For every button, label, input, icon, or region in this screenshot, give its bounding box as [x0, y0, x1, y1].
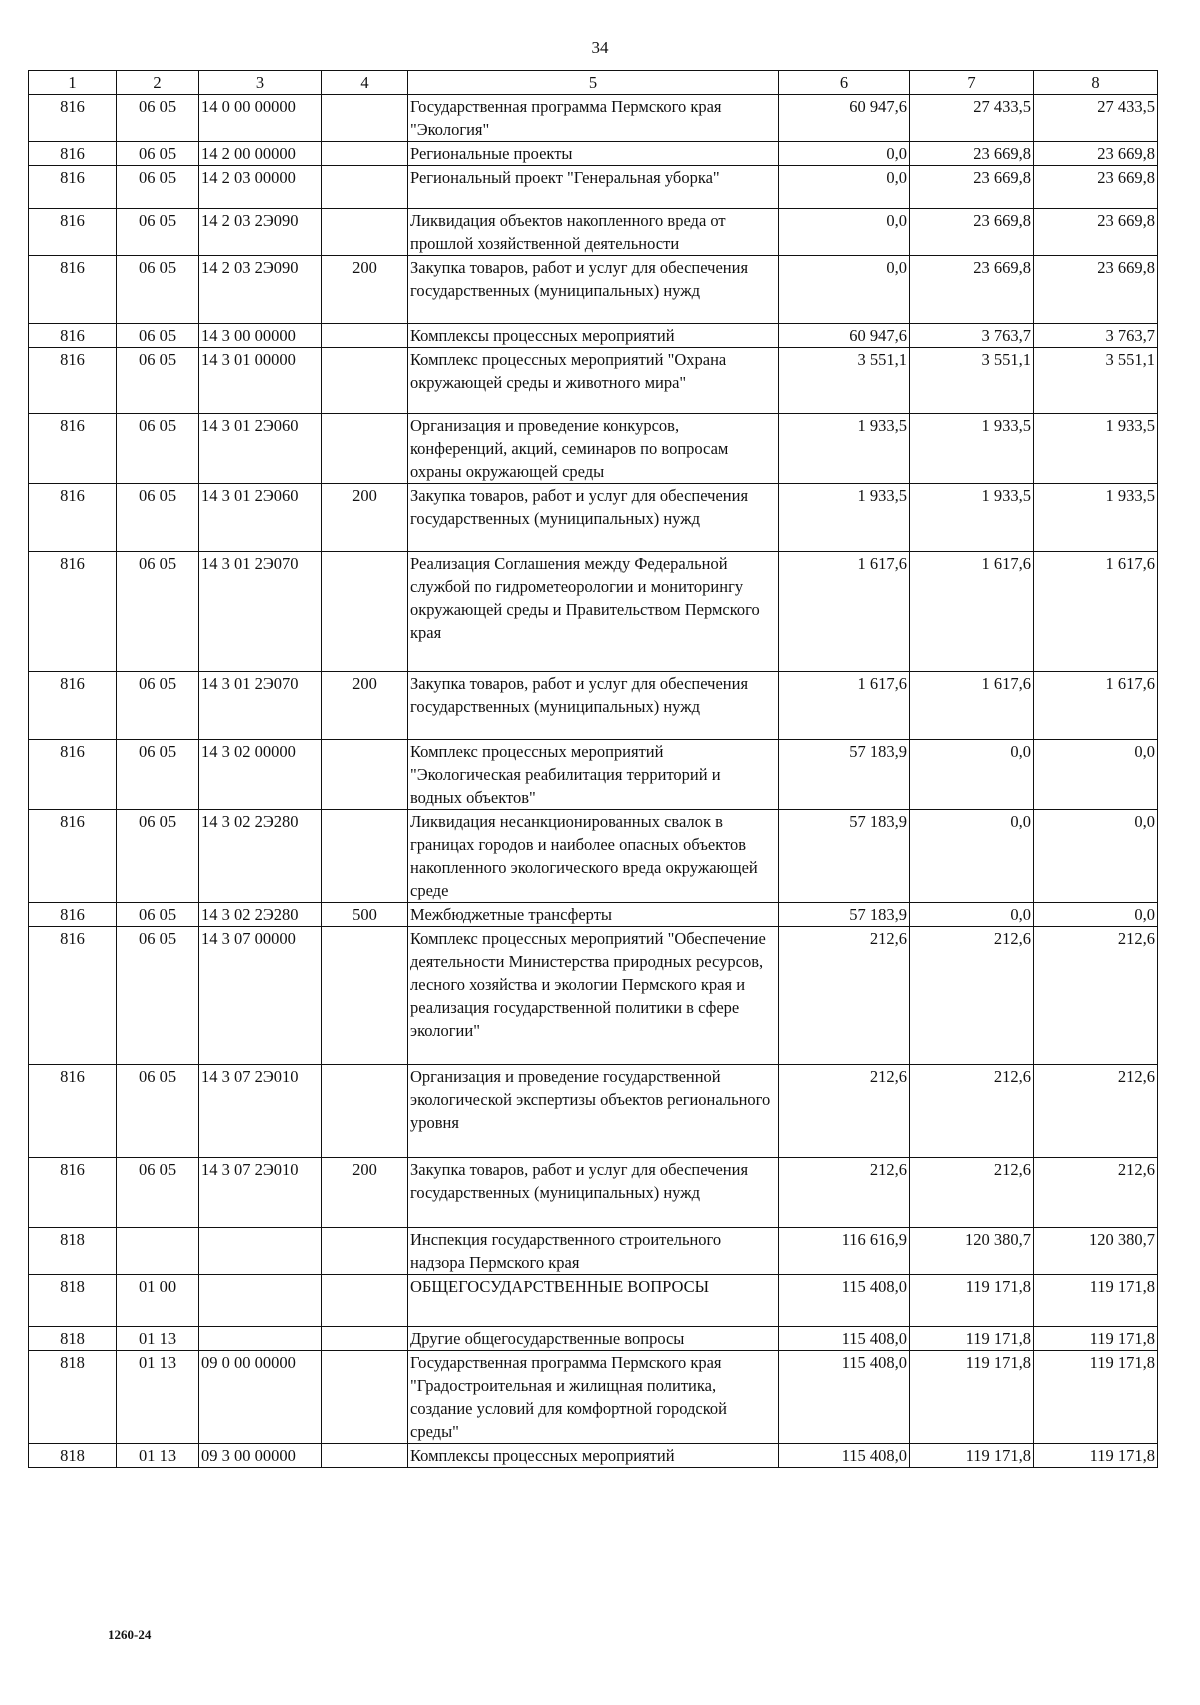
amount-col7-cell: 1 617,6 — [910, 552, 1034, 672]
column-number-row — [29, 71, 1158, 95]
section-code-cell: 06 05 — [117, 324, 199, 348]
expense-type-cell — [322, 927, 408, 1065]
expense-type-cell — [322, 414, 408, 484]
ministry-code-cell: 818 — [29, 1275, 117, 1327]
table-row — [29, 324, 1158, 348]
section-code-cell: 06 05 — [117, 552, 199, 672]
amount-col7-cell: 0,0 — [910, 740, 1034, 810]
ministry-code-cell: 818 — [29, 1444, 117, 1468]
section-code-cell: 06 05 — [117, 166, 199, 209]
amount-col7-cell: 0,0 — [910, 903, 1034, 927]
section-code-cell: 06 05 — [117, 209, 199, 256]
page-number: 34 — [591, 38, 609, 57]
amount-col6-cell: 0,0 — [779, 256, 910, 324]
item-name-cell: Инспекция государственного строительного надзора Пермского края — [408, 1228, 779, 1275]
amount-col7-cell: 212,6 — [910, 1065, 1034, 1158]
section-code-cell: 01 13 — [117, 1444, 199, 1468]
table-row — [29, 256, 1158, 324]
table-row — [29, 95, 1158, 142]
item-name-cell: Ликвидация несанкционированных свалок в границах городов и наиболее опасных объектов накопленного экологического вреда окружающей среде — [408, 810, 779, 903]
target-article-cell: 14 3 01 2Э060 — [199, 484, 322, 552]
amount-col8-cell: 1 617,6 — [1034, 672, 1158, 740]
target-article-cell: 14 3 02 00000 — [199, 740, 322, 810]
table-row — [29, 927, 1158, 1065]
item-name-cell: Комплекс процессных мероприятий "Экологическая реабилитация территорий и водных объектов" — [408, 740, 779, 810]
ministry-code-cell: 816 — [29, 256, 117, 324]
amount-col6-cell: 1 617,6 — [779, 672, 910, 740]
section-code-cell: 06 05 — [117, 484, 199, 552]
section-code-cell: 06 05 — [117, 1065, 199, 1158]
section-code-cell: 01 13 — [117, 1351, 199, 1444]
ministry-code-cell: 816 — [29, 810, 117, 903]
amount-col6-cell: 1 617,6 — [779, 552, 910, 672]
target-article-cell: 14 3 01 00000 — [199, 348, 322, 414]
expense-type-cell — [322, 1327, 408, 1351]
item-name-cell: Организация и проведение государственной экологической экспертизы объектов регионального уровня — [408, 1065, 779, 1158]
section-code-cell: 01 00 — [117, 1275, 199, 1327]
ministry-code-cell: 816 — [29, 166, 117, 209]
ministry-code-cell: 816 — [29, 414, 117, 484]
amount-col8-cell: 23 669,8 — [1034, 256, 1158, 324]
amount-col7-cell: 23 669,8 — [910, 166, 1034, 209]
table-row — [29, 414, 1158, 484]
section-code-cell: 06 05 — [117, 1158, 199, 1228]
target-article-cell: 14 0 00 00000 — [199, 95, 322, 142]
amount-col7-cell: 0,0 — [910, 810, 1034, 903]
amount-col6-cell: 57 183,9 — [779, 810, 910, 903]
ministry-code-cell: 818 — [29, 1351, 117, 1444]
amount-col8-cell: 119 171,8 — [1034, 1327, 1158, 1351]
amount-col8-cell: 3 551,1 — [1034, 348, 1158, 414]
amount-col6-cell: 0,0 — [779, 209, 910, 256]
amount-col6-cell: 60 947,6 — [779, 324, 910, 348]
target-article-cell: 09 3 00 00000 — [199, 1444, 322, 1468]
item-name-cell: Закупка товаров, работ и услуг для обеспечения государственных (муниципальных) нужд — [408, 484, 779, 552]
amount-col6-cell: 212,6 — [779, 1158, 910, 1228]
table-row — [29, 142, 1158, 166]
item-name-cell: Межбюджетные трансферты — [408, 903, 779, 927]
column-header: 6 — [779, 71, 910, 95]
item-name-cell: Другие общегосударственные вопросы — [408, 1327, 779, 1351]
expense-type-cell — [322, 324, 408, 348]
amount-col8-cell: 212,6 — [1034, 1065, 1158, 1158]
item-name-cell: Закупка товаров, работ и услуг для обеспечения государственных (муниципальных) нужд — [408, 1158, 779, 1228]
section-code-cell: 06 05 — [117, 672, 199, 740]
target-article-cell: 14 3 02 2Э280 — [199, 903, 322, 927]
target-article-cell: 14 3 07 00000 — [199, 927, 322, 1065]
target-article-cell: 14 2 00 00000 — [199, 142, 322, 166]
target-article-cell: 14 3 01 2Э070 — [199, 672, 322, 740]
item-name-cell: Реализация Соглашения между Федеральной службой по гидрометеорологии и мониторингу окружающей среды и Правительством Пермского края — [408, 552, 779, 672]
amount-col8-cell: 212,6 — [1034, 1158, 1158, 1228]
amount-col6-cell: 212,6 — [779, 927, 910, 1065]
expense-type-cell — [322, 1444, 408, 1468]
expense-type-cell: 200 — [322, 672, 408, 740]
item-name-cell: Комплекс процессных мероприятий "Охрана окружающей среды и животного мира" — [408, 348, 779, 414]
amount-col7-cell: 1 933,5 — [910, 484, 1034, 552]
table-row — [29, 166, 1158, 209]
amount-col8-cell: 1 617,6 — [1034, 552, 1158, 672]
amount-col8-cell: 212,6 — [1034, 927, 1158, 1065]
table-row — [29, 1275, 1158, 1327]
ministry-code-cell: 816 — [29, 324, 117, 348]
amount-col6-cell: 212,6 — [779, 1065, 910, 1158]
amount-col6-cell: 0,0 — [779, 142, 910, 166]
amount-col7-cell: 23 669,8 — [910, 142, 1034, 166]
target-article-cell — [199, 1327, 322, 1351]
target-article-cell: 14 2 03 2Э090 — [199, 209, 322, 256]
ministry-code-cell: 818 — [29, 1228, 117, 1275]
expense-type-cell — [322, 810, 408, 903]
item-name-cell: Комплексы процессных мероприятий — [408, 1444, 779, 1468]
amount-col6-cell: 0,0 — [779, 166, 910, 209]
section-code-cell: 06 05 — [117, 142, 199, 166]
table-row — [29, 348, 1158, 414]
item-name-cell: Комплекс процессных мероприятий "Обеспечение деятельности Министерства природных ресурсов, лесного хозяйства и экологии Пермского края и реализация государственной политики в сфере экологии" — [408, 927, 779, 1065]
target-article-cell: 14 3 07 2Э010 — [199, 1158, 322, 1228]
table-row — [29, 1444, 1158, 1468]
amount-col6-cell: 116 616,9 — [779, 1228, 910, 1275]
table-row — [29, 209, 1158, 256]
ministry-code-cell: 816 — [29, 903, 117, 927]
target-article-cell: 14 2 03 2Э090 — [199, 256, 322, 324]
item-name-cell: Закупка товаров, работ и услуг для обеспечения государственных (муниципальных) нужд — [408, 672, 779, 740]
expense-type-cell — [322, 166, 408, 209]
amount-col8-cell: 23 669,8 — [1034, 166, 1158, 209]
amount-col7-cell: 3 551,1 — [910, 348, 1034, 414]
amount-col6-cell: 60 947,6 — [779, 95, 910, 142]
expense-type-cell — [322, 1275, 408, 1327]
table-row — [29, 1327, 1158, 1351]
amount-col7-cell: 212,6 — [910, 1158, 1034, 1228]
table-body — [29, 95, 1158, 1468]
target-article-cell: 14 3 00 00000 — [199, 324, 322, 348]
ministry-code-cell: 818 — [29, 1327, 117, 1351]
amount-col8-cell: 0,0 — [1034, 810, 1158, 903]
table-row — [29, 672, 1158, 740]
section-code-cell — [117, 1228, 199, 1275]
item-name-cell: Ликвидация объектов накопленного вреда от прошлой хозяйственной деятельности — [408, 209, 779, 256]
ministry-code-cell: 816 — [29, 348, 117, 414]
amount-col6-cell: 57 183,9 — [779, 740, 910, 810]
item-name-cell: Закупка товаров, работ и услуг для обеспечения государственных (муниципальных) нужд — [408, 256, 779, 324]
item-name-cell: Организация и проведение конкурсов, конференций, акций, семинаров по вопросам охраны окружающей среды — [408, 414, 779, 484]
section-code-cell: 06 05 — [117, 256, 199, 324]
ministry-code-cell: 816 — [29, 142, 117, 166]
ministry-code-cell: 816 — [29, 740, 117, 810]
expense-type-cell: 500 — [322, 903, 408, 927]
target-article-cell: 14 3 07 2Э010 — [199, 1065, 322, 1158]
expense-type-cell — [322, 552, 408, 672]
document-code: 1260-24 — [108, 1627, 152, 1642]
target-article-cell: 14 3 01 2Э060 — [199, 414, 322, 484]
amount-col7-cell: 119 171,8 — [910, 1351, 1034, 1444]
amount-col6-cell: 115 408,0 — [779, 1275, 910, 1327]
target-article-cell: 14 2 03 00000 — [199, 166, 322, 209]
amount-col7-cell: 120 380,7 — [910, 1228, 1034, 1275]
amount-col6-cell: 115 408,0 — [779, 1327, 910, 1351]
amount-col8-cell: 0,0 — [1034, 740, 1158, 810]
table-row — [29, 1351, 1158, 1444]
item-name-cell: Государственная программа Пермского края "Экология" — [408, 95, 779, 142]
section-code-cell: 06 05 — [117, 740, 199, 810]
section-code-cell: 06 05 — [117, 810, 199, 903]
amount-col8-cell: 23 669,8 — [1034, 142, 1158, 166]
table-row — [29, 1065, 1158, 1158]
ministry-code-cell: 816 — [29, 552, 117, 672]
column-header: 3 — [199, 71, 322, 95]
item-name-cell: Региональный проект "Генеральная уборка" — [408, 166, 779, 209]
ministry-code-cell: 816 — [29, 672, 117, 740]
amount-col7-cell: 212,6 — [910, 927, 1034, 1065]
amount-col7-cell: 3 763,7 — [910, 324, 1034, 348]
amount-col6-cell: 1 933,5 — [779, 414, 910, 484]
amount-col8-cell: 120 380,7 — [1034, 1228, 1158, 1275]
expense-type-cell — [322, 95, 408, 142]
column-header: 8 — [1034, 71, 1158, 95]
ministry-code-cell: 816 — [29, 1065, 117, 1158]
target-article-cell — [199, 1275, 322, 1327]
amount-col8-cell: 27 433,5 — [1034, 95, 1158, 142]
amount-col7-cell: 1 617,6 — [910, 672, 1034, 740]
target-article-cell: 14 3 02 2Э280 — [199, 810, 322, 903]
amount-col7-cell: 119 171,8 — [910, 1444, 1034, 1468]
ministry-code-cell: 816 — [29, 484, 117, 552]
ministry-code-cell: 816 — [29, 927, 117, 1065]
amount-col6-cell: 57 183,9 — [779, 903, 910, 927]
table-row — [29, 484, 1158, 552]
expense-type-cell: 200 — [322, 1158, 408, 1228]
expense-type-cell — [322, 348, 408, 414]
item-name-cell: Комплексы процессных мероприятий — [408, 324, 779, 348]
ministry-code-cell: 816 — [29, 209, 117, 256]
section-code-cell: 06 05 — [117, 927, 199, 1065]
section-code-cell: 06 05 — [117, 903, 199, 927]
item-name-cell: Региональные проекты — [408, 142, 779, 166]
item-name-cell: Государственная программа Пермского края "Градостроительная и жилищная политика, создание условий для комфортной городской среды" — [408, 1351, 779, 1444]
amount-col7-cell: 119 171,8 — [910, 1275, 1034, 1327]
expense-type-cell — [322, 1065, 408, 1158]
column-header: 2 — [117, 71, 199, 95]
amount-col6-cell: 115 408,0 — [779, 1444, 910, 1468]
amount-col6-cell: 1 933,5 — [779, 484, 910, 552]
amount-col7-cell: 23 669,8 — [910, 256, 1034, 324]
expense-type-cell — [322, 1228, 408, 1275]
amount-col8-cell: 1 933,5 — [1034, 414, 1158, 484]
table-row — [29, 740, 1158, 810]
amount-col6-cell: 3 551,1 — [779, 348, 910, 414]
expense-type-cell — [322, 1351, 408, 1444]
amount-col8-cell: 119 171,8 — [1034, 1275, 1158, 1327]
table-row — [29, 1158, 1158, 1228]
amount-col7-cell: 1 933,5 — [910, 414, 1034, 484]
section-code-cell: 06 05 — [117, 95, 199, 142]
table-row — [29, 552, 1158, 672]
column-header: 5 — [408, 71, 779, 95]
table-row — [29, 1228, 1158, 1275]
budget-table — [28, 70, 1158, 1468]
amount-col8-cell: 23 669,8 — [1034, 209, 1158, 256]
amount-col8-cell: 1 933,5 — [1034, 484, 1158, 552]
expense-type-cell: 200 — [322, 484, 408, 552]
ministry-code-cell: 816 — [29, 1158, 117, 1228]
amount-col6-cell: 115 408,0 — [779, 1351, 910, 1444]
section-code-cell: 01 13 — [117, 1327, 199, 1351]
expense-type-cell — [322, 142, 408, 166]
item-name-cell: ОБЩЕГОСУДАРСТВЕННЫЕ ВОПРОСЫ — [408, 1275, 779, 1327]
target-article-cell: 14 3 01 2Э070 — [199, 552, 322, 672]
column-header: 7 — [910, 71, 1034, 95]
ministry-code-cell: 816 — [29, 95, 117, 142]
expense-type-cell: 200 — [322, 256, 408, 324]
table-row — [29, 810, 1158, 903]
column-header: 4 — [322, 71, 408, 95]
amount-col7-cell: 27 433,5 — [910, 95, 1034, 142]
table-row — [29, 903, 1158, 927]
expense-type-cell — [322, 740, 408, 810]
target-article-cell — [199, 1228, 322, 1275]
amount-col8-cell: 119 171,8 — [1034, 1351, 1158, 1444]
amount-col7-cell: 119 171,8 — [910, 1327, 1034, 1351]
column-header: 1 — [29, 71, 117, 95]
amount-col8-cell: 0,0 — [1034, 903, 1158, 927]
amount-col7-cell: 23 669,8 — [910, 209, 1034, 256]
amount-col8-cell: 3 763,7 — [1034, 324, 1158, 348]
section-code-cell: 06 05 — [117, 348, 199, 414]
section-code-cell: 06 05 — [117, 414, 199, 484]
expense-type-cell — [322, 209, 408, 256]
target-article-cell: 09 0 00 00000 — [199, 1351, 322, 1444]
amount-col8-cell: 119 171,8 — [1034, 1444, 1158, 1468]
